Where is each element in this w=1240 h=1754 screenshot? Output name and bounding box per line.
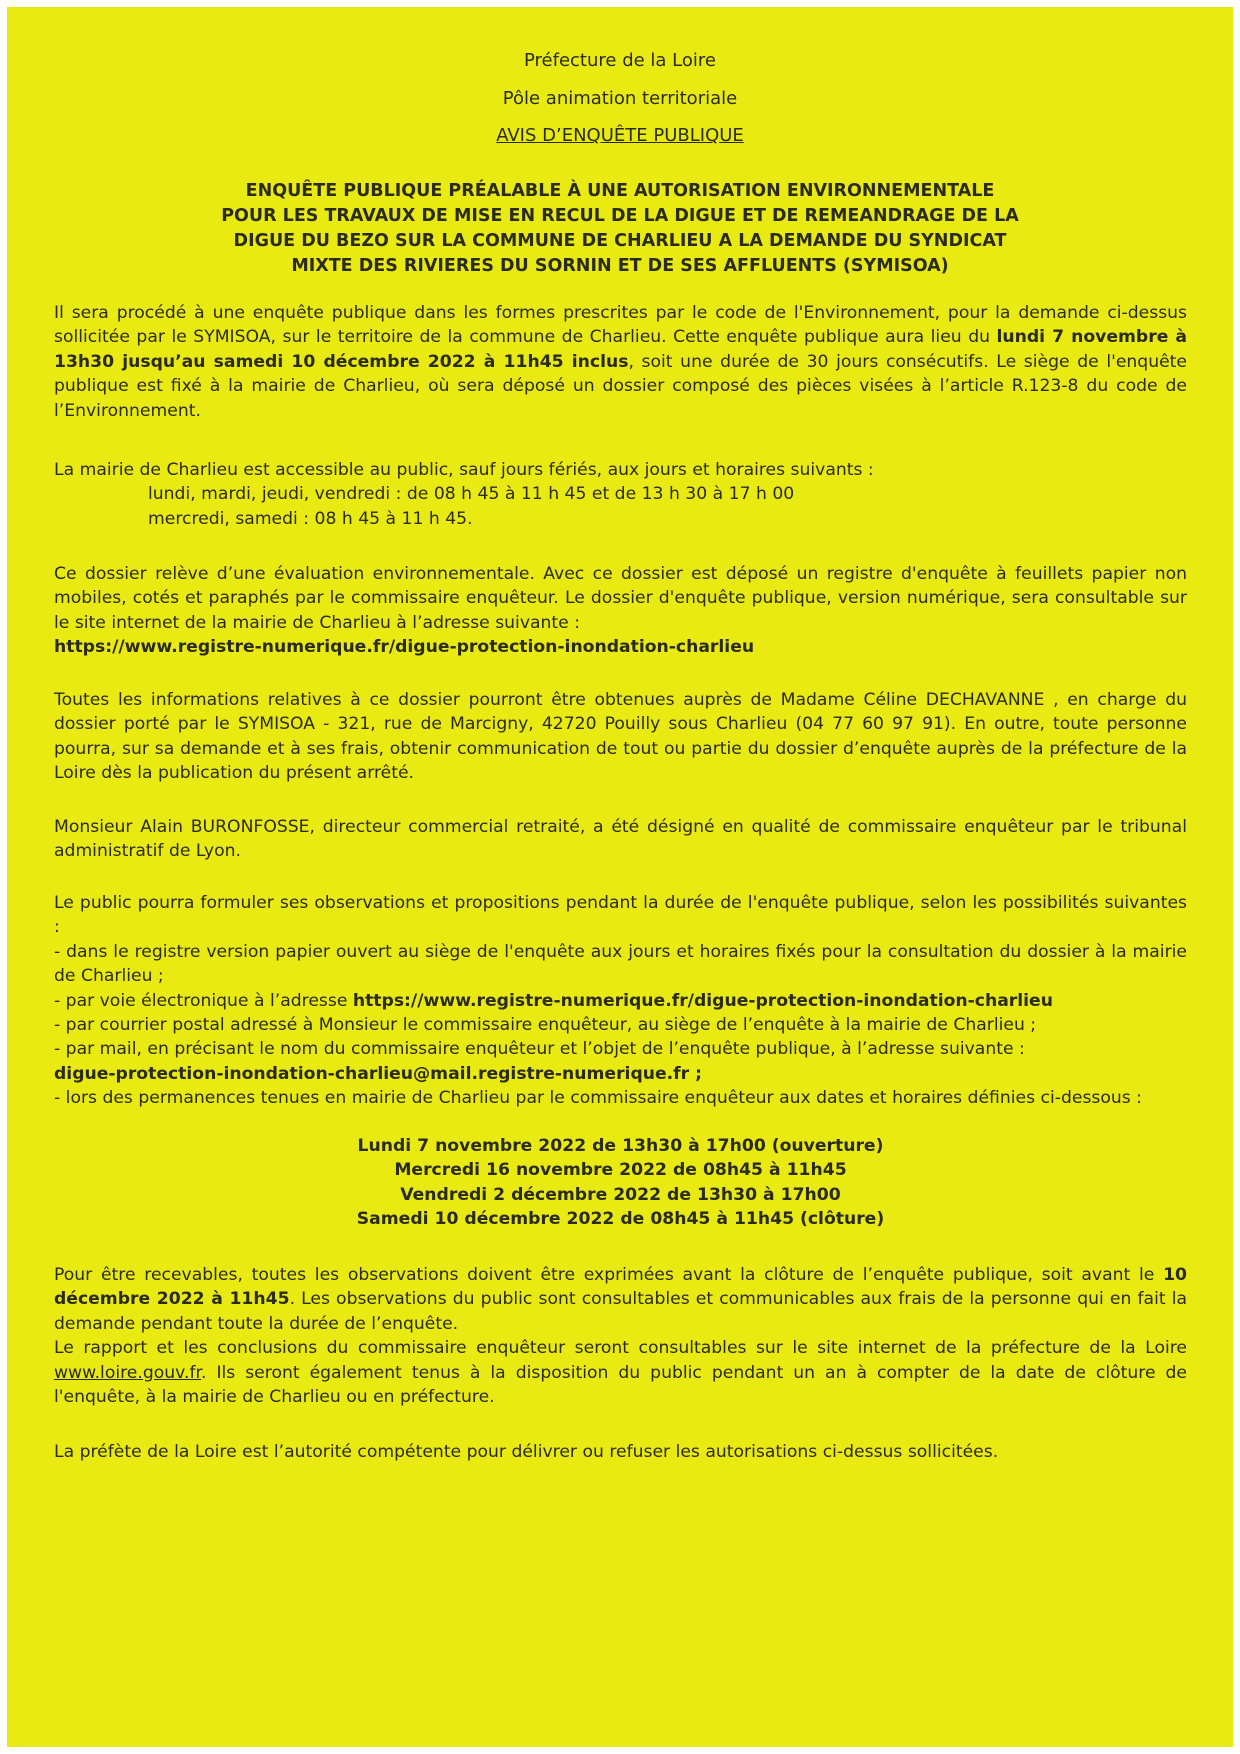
text: . Les observations du public sont consultables et communicables aux frais de la personne qui en fait la demande pendant toute la durée de l’enquête. — [54, 1289, 1188, 1334]
registre-url[interactable]: https://www.registre-numerique.fr/digue-protection-inondation-charlieu — [54, 637, 755, 658]
paragraph-dossier — [54, 562, 1187, 660]
text: Il sera procédé à une enquête publique dans les formes prescrites par le code de l'Environnement, pour la demande ci-dessus sollicitée par le SYMISOA, sur le territoire de la commune de Charlieu. Cette enquête publique aura lieu du — [54, 303, 1187, 348]
list-item: - lors des permanences tenues en mairie de Charlieu par le commissaire enquêteur aux dates et horaires définies ci-dessous : — [54, 1088, 1142, 1109]
prefecture-link[interactable]: www.loire.gouv.fr — [54, 1362, 202, 1383]
hours-intro: La mairie de Charlieu est accessible au public, sauf jours fériés, aux jours et horaires suivants : — [54, 460, 874, 480]
paragraph-commissaire — [54, 815, 1187, 864]
permanence-schedule — [54, 1134, 1187, 1232]
pole-heading: Pôle animation territoriale — [502, 88, 738, 109]
text: Le rapport et les conclusions du commissaire enquêteur seront consultables sur le site internet de la préfecture de la Loire — [54, 1338, 1187, 1359]
text: La préfète de la Loire est l’autorité compétente pour délivrer ou refuser les autorisations ci-dessus sollicitées. — [54, 1442, 999, 1462]
list-item: - dans le registre version papier ouvert au siège de l'enquête aux jours et horaires fixés pour la consultation du dossier à la mairie de Charlieu ; — [54, 941, 1187, 987]
prefecture-heading: Préfecture de la Loire — [524, 50, 716, 71]
title-line: DIGUE DU BEZO SUR LA COMMUNE DE CHARLIEU A LA DEMANDE DU SYNDICAT — [233, 231, 1007, 251]
bold-dates: lundi 7 novembre à 13h30 jusqu’au samedi 10 décembre 2022 à 11h45 inclus — [54, 327, 1187, 372]
registre-url[interactable]: https://www.registre-numerique.fr/digue-protection-inondation-charlieu — [352, 990, 1053, 1011]
list-item: - par voie électronique à l’adresse https://www.registre-numerique.fr/digue-protection-inondation-charlieu — [54, 990, 1053, 1011]
schedule-item: Mercredi 16 novembre 2022 de 08h45 à 11h45 — [394, 1160, 847, 1181]
schedule-item: Lundi 7 novembre 2022 de 13h30 à 17h00 (ouverture) — [357, 1136, 884, 1156]
avis-heading: AVIS D’ENQUÊTE PUBLIQUE — [496, 125, 744, 146]
title-line: MIXTE DES RIVIERES DU SORNIN ET DE SES AFFLUENTS (SYMISOA) — [291, 256, 949, 276]
hours-line: lundi, mardi, jeudi, vendredi : de 08 h 45 à 11 h 45 et de 13 h 30 à 17 h 00 — [148, 484, 795, 505]
list-item: - par courrier postal adressé à Monsieur le commissaire enquêteur, au siège de l’enquête à la mairie de Charlieu ; — [54, 1015, 1037, 1036]
paragraph-recevabilite — [54, 1263, 1187, 1409]
paragraph-autorite — [54, 1440, 1187, 1464]
notice-title — [147, 179, 1093, 279]
title-line: ENQUÊTE PUBLIQUE PRÉALABLE À UNE AUTORISATION ENVIRONNEMENTALE — [245, 181, 995, 201]
hours-line: mercredi, samedi : 08 h 45 à 11 h 45. — [148, 508, 473, 529]
text: . Ils seront également tenus à la disposition du public pendant un an à compter de la date de clôture de l'enquête, à la mairie de Charlieu ou en préfecture. — [54, 1362, 1187, 1408]
email-address[interactable]: digue-protection-inondation-charlieu@mail.registre-numerique.fr ; — [54, 1063, 702, 1084]
list-item: - par mail, en précisant le nom du commissaire enquêteur et l’objet de l’enquête publique, à l’adresse suivante : — [54, 1039, 1025, 1060]
text: Toutes les informations relatives à ce dossier pourront être obtenues auprès de Madame Céline DECHAVANNE , en charge du dossier porté par le SYMISOA - 321, rue de Marcigny, 42720 Pouilly sous Charlieu (04 77 60 97 91). En outre, toute personne pourra, sur sa demande et à ses frais, obtenir communication de tout ou partie du dossier d’enquête auprès de la préfecture de la Loire dès la publication du présent arrêté. — [54, 690, 1187, 784]
paragraph-hours — [54, 458, 1187, 531]
paragraph-procedure — [54, 301, 1187, 423]
notice-page — [7, 7, 1233, 1747]
bold-date: 10 décembre 2022 à 11h45 — [54, 1265, 1187, 1310]
text: Pour être recevables, toutes les observations doivent être exprimées avant la clôture de l’enquête publique, soit avant le — [54, 1265, 1164, 1285]
text: Ce dossier relève d’une évaluation environnementale. Avec ce dossier est déposé un registre d'enquête à feuillets papier non mobiles, cotés et paraphés par le commissaire enquêteur. Le dossier d'enquête publique, version numérique, sera consultable sur le site internet de la mairie de Charlieu à l’adresse suivante : — [54, 564, 1187, 633]
paragraph-information — [54, 688, 1187, 786]
schedule-item: Vendredi 2 décembre 2022 de 13h30 à 17h00 — [400, 1184, 841, 1205]
text: , soit une durée de 30 jours consécutifs. Le siège de l'enquête publique est fixé à la mairie de Charlieu, où sera déposé un dossier composé des pièces visées à l’article R.123-8 du code de l’Environnement. — [54, 351, 1187, 421]
text: Monsieur Alain BURONFOSSE, directeur commercial retraité, a été désigné en qualité de commissaire enquêteur par le tribunal administratif de Lyon. — [54, 817, 1187, 862]
title-line: POUR LES TRAVAUX DE MISE EN RECUL DE LA DIGUE ET DE REMEANDRAGE DE LA — [221, 206, 1019, 226]
schedule-item: Samedi 10 décembre 2022 de 08h45 à 11h45 (clôture) — [356, 1209, 885, 1230]
text: Le public pourra formuler ses observations et propositions pendant la durée de l'enquête publique, selon les possibilités suivantes : — [54, 893, 1187, 938]
paragraph-observations — [54, 891, 1187, 1111]
